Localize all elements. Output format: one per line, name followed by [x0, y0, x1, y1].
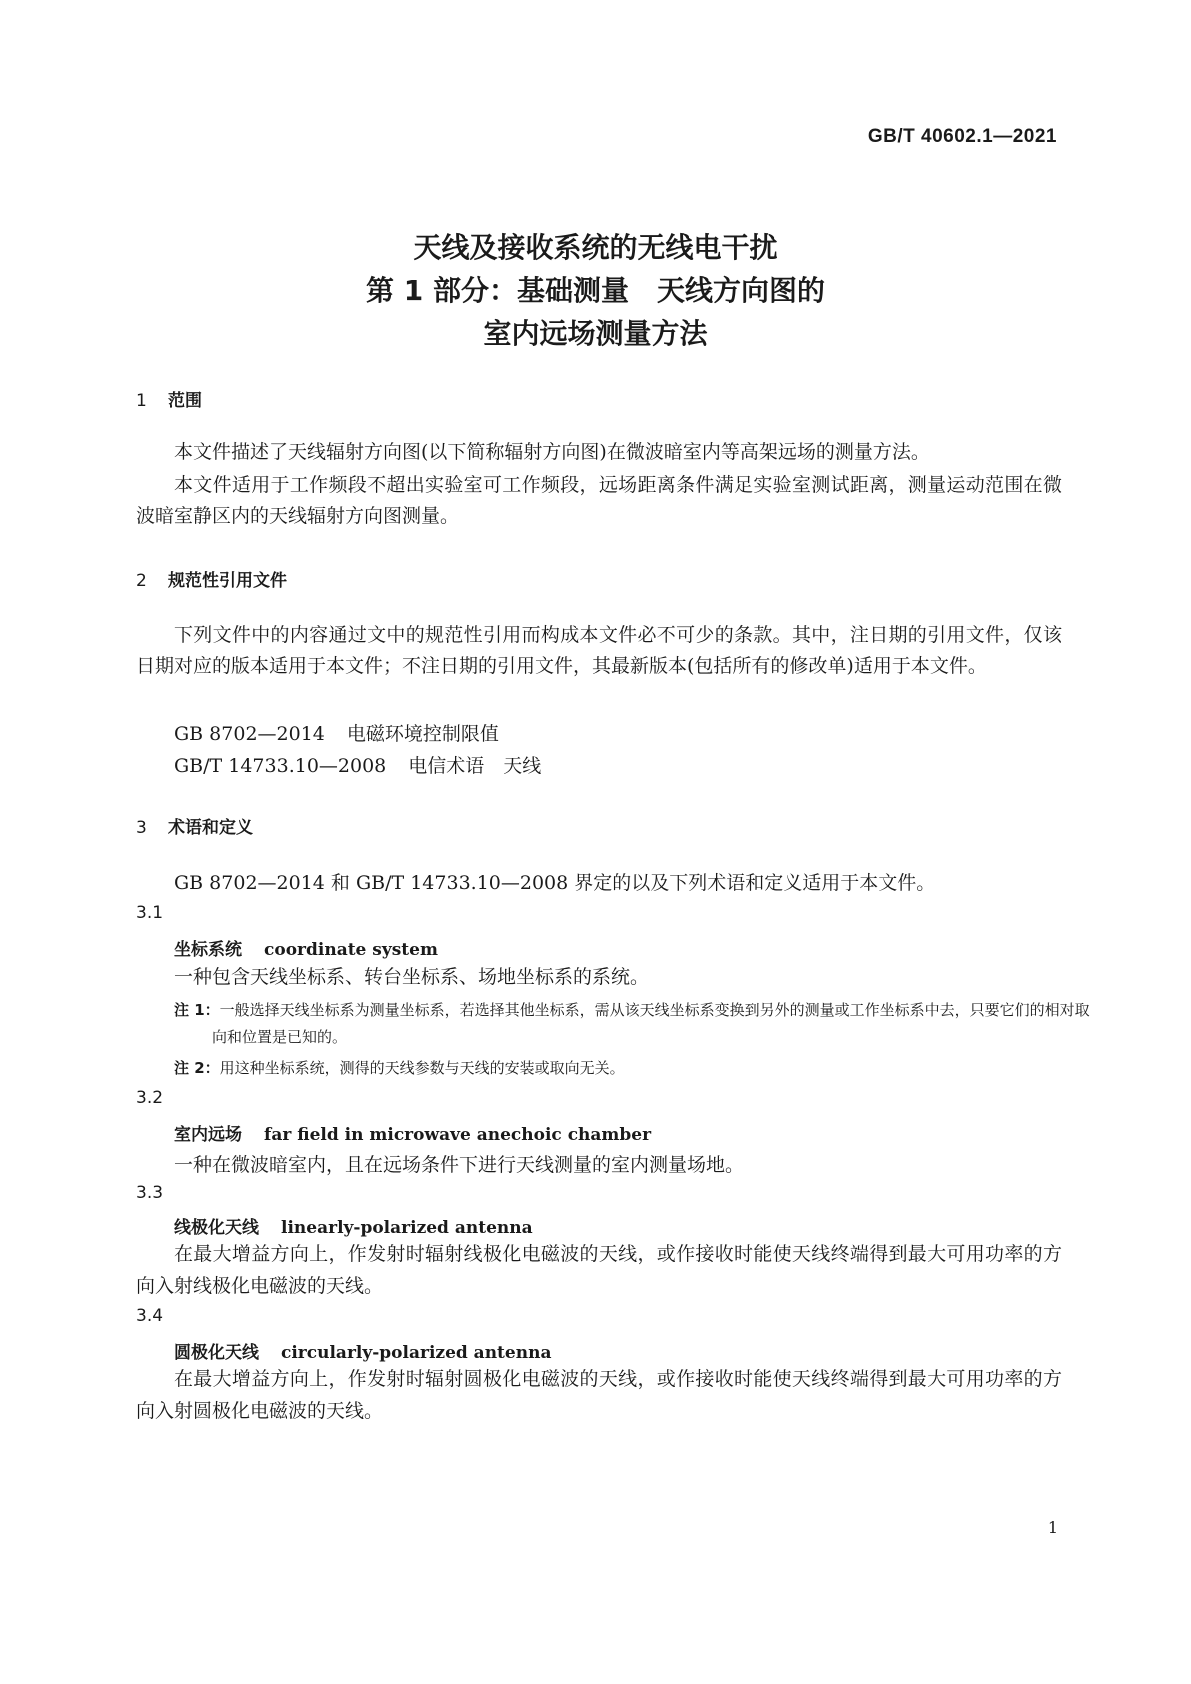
section-title: 规范性引用文件	[168, 571, 287, 591]
section-title: 术语和定义	[168, 818, 253, 838]
term-english: far field in microwave anechoic chamber	[264, 1125, 652, 1145]
note-label: 注 1：	[174, 1001, 220, 1019]
term-number: 3.2	[136, 1088, 164, 1108]
term-definition: 在最大增益方向上，作发射时辐射线极化电磁波的天线，或作接收时能使天线终端得到最大可用功率的方向入射线极化电磁波的天线。	[136, 1243, 1062, 1297]
term-english: circularly-polarized antenna	[281, 1343, 552, 1363]
reference-item	[174, 719, 499, 746]
reference-title: 电信术语 天线	[408, 755, 542, 777]
section-number: 3	[136, 818, 147, 838]
section-1-paragraph-2: 本文件适用于工作频段不超出实验室可工作频段，远场距离条件满足实验室测试距离，测量运动范围在微波暗室静区内的天线辐射方向图测量。	[136, 474, 1062, 527]
section-2-paragraph: 下列文件中的内容通过文中的规范性引用而构成本文件必不可少的条款。其中，注日期的引用文件，仅该日期对应的版本适用于本文件；不注日期的引用文件，其最新版本(包括所有的修改单)适用于本文件。	[136, 624, 1062, 677]
note-text: 一般选择天线坐标系为测量坐标系，若选择其他坐标系，需从该天线坐标系变换到另外的测量或工作坐标系中去，只要它们的相对取向和位置是已知的。	[212, 1001, 1090, 1046]
term-english: linearly-polarized antenna	[281, 1218, 533, 1238]
note-label: 注 2：	[174, 1059, 220, 1077]
term-number: 3.4	[136, 1306, 164, 1326]
reference-code: GB/T 14733.10—2008	[174, 755, 387, 777]
reference-title: 电磁环境控制限值	[346, 723, 499, 745]
term-chinese: 坐标系统	[174, 940, 242, 960]
term-note	[174, 997, 1100, 1051]
title-line-1: 天线及接收系统的无线电干扰	[413, 231, 778, 264]
standard-code: GB/T 40602.1—2021	[867, 126, 1057, 147]
section-3-intro: GB 8702—2014 和 GB/T 14733.10—2008 界定的以及下列术语和定义适用于本文件。	[174, 872, 936, 894]
section-number: 1	[136, 391, 147, 411]
term-note	[174, 1055, 1100, 1082]
term-heading	[174, 1338, 551, 1363]
section-title: 范围	[168, 391, 202, 411]
term-heading	[174, 1120, 651, 1145]
term-number: 3.3	[136, 1183, 164, 1203]
term-chinese: 线极化天线	[174, 1218, 259, 1238]
reference-item	[174, 751, 541, 778]
term-heading	[174, 935, 438, 960]
term-number: 3.1	[136, 903, 164, 923]
section-1-heading	[136, 386, 202, 411]
title-line-3: 室内远场测量方法	[483, 317, 708, 350]
term-definition: 一种在微波暗室内，且在远场条件下进行天线测量的室内测量场地。	[174, 1154, 745, 1176]
section-1-paragraph-1: 本文件描述了天线辐射方向图(以下简称辐射方向图)在微波暗室内等高架远场的测量方法。	[174, 441, 930, 463]
term-definition: 一种包含天线坐标系、转台坐标系、场地坐标系的系统。	[174, 966, 650, 988]
term-english: coordinate system	[264, 940, 438, 960]
section-number: 2	[136, 571, 147, 591]
section-2-heading	[136, 566, 287, 591]
page-number: 1	[1047, 1518, 1058, 1537]
document-title	[0, 226, 1191, 355]
title-line-2: 第 1 部分：基础测量 天线方向图的	[366, 274, 825, 307]
term-definition: 在最大增益方向上，作发射时辐射圆极化电磁波的天线，或作接收时能使天线终端得到最大可用功率的方向入射圆极化电磁波的天线。	[136, 1368, 1062, 1422]
section-3-heading	[136, 813, 253, 838]
note-text: 用这种坐标系统，测得的天线参数与天线的安装或取向无关。	[219, 1059, 625, 1077]
term-heading	[174, 1213, 533, 1238]
term-chinese: 圆极化天线	[174, 1343, 259, 1363]
term-chinese: 室内远场	[174, 1125, 242, 1145]
reference-code: GB 8702—2014	[174, 723, 325, 745]
